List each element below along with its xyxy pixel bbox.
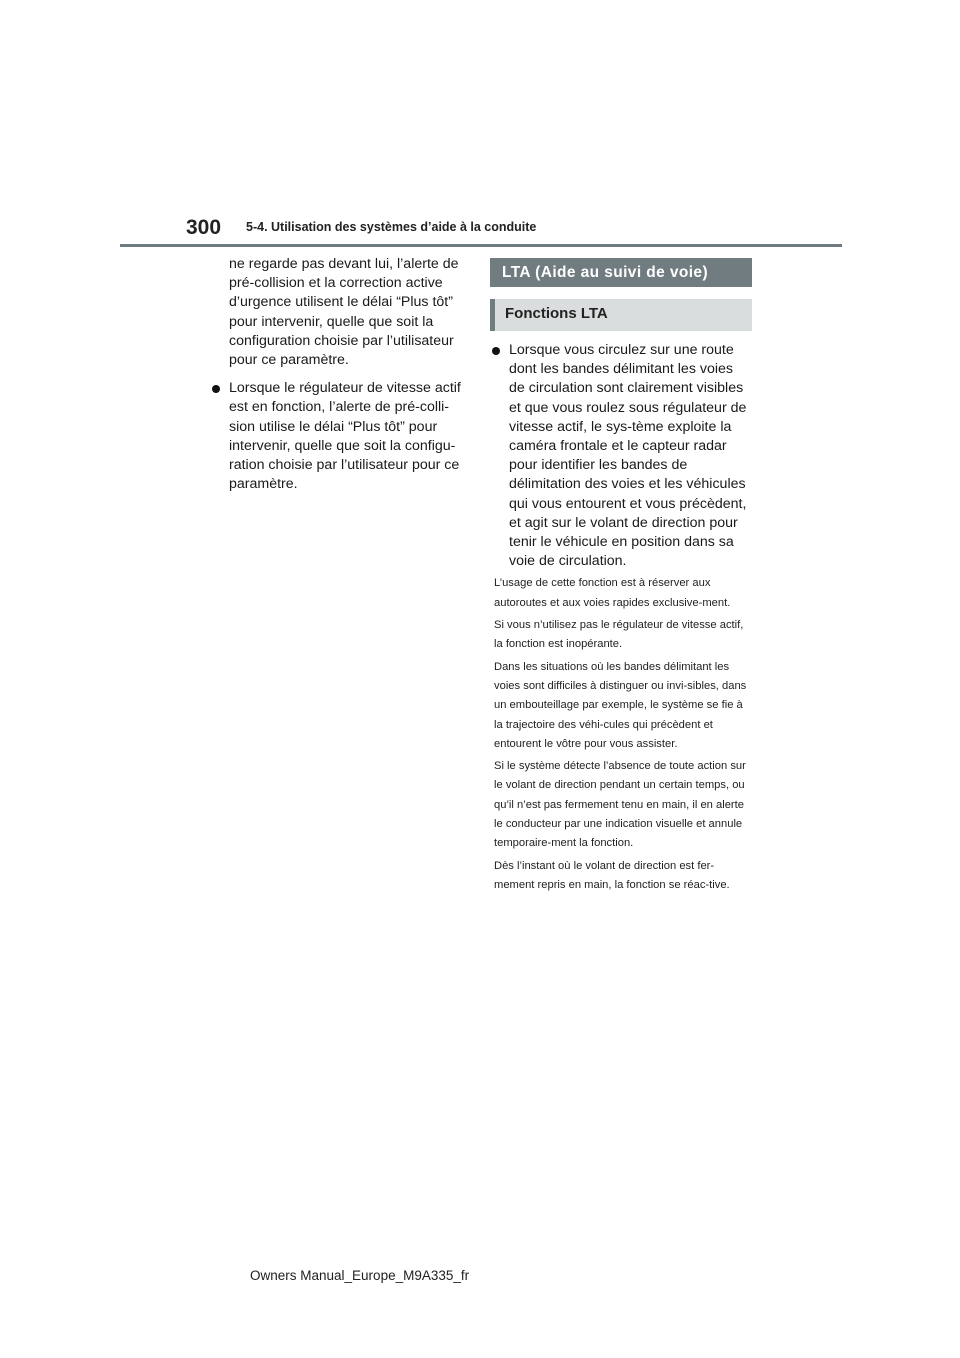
lta-functions-subheading: Fonctions LTA xyxy=(490,299,752,331)
bullet-item-acc-delay xyxy=(210,379,468,494)
note-paragraph-lane-lines: Dans les situations où les bandes délimitant les voies sont difficiles à distinguer ou invi-sibles, dans un embouteillage par exemple, le système se fie à la trajectoire des véhi-cules qui précèdent et entourent le vôtre pour vous assister. xyxy=(494,660,747,750)
right-column xyxy=(490,258,752,895)
header-divider xyxy=(120,244,842,247)
note-paragraph-reactivation: Dès l’instant où le volant de direction est fer-mement repris en main, la fonction se réac-tive. xyxy=(494,859,730,891)
note-paragraph-motorways: L’usage de cette fonction est à réserver aux autoroutes et aux voies rapides exclusive-ment. xyxy=(494,577,731,609)
bullet-dot-icon xyxy=(492,347,500,355)
footer-document-id: Owners Manual_Europe_M9A335_fr xyxy=(250,1268,470,1283)
bullet-item-lta-function xyxy=(490,341,752,571)
continued-paragraph: ne regarde pas devant lui, l’alerte de pré-collision et la correction active d’urgence utilisent le délai “Plus tôt” pour intervenir, quelle que soit la configuration choisie par l’utilisateur pour ce paramètre. xyxy=(229,256,459,369)
page-number: 300 xyxy=(186,216,222,239)
lta-section-heading: LTA (Aide au suivi de voie) xyxy=(490,258,752,287)
bullet-dot-icon xyxy=(212,385,220,393)
bullet-text: Lorsque le régulateur de vitesse actif est en fonction, l’alerte de pré-colli-sion utilise le délai “Plus tôt” pour intervenir, quelle que soit la configu-ration choisie par l’utilisateur pour ce paramètre. xyxy=(229,380,461,493)
left-column xyxy=(210,255,468,494)
note-paragraph-hands-off: Si le système détecte l’absence de toute action sur le volant de direction pendant un certain temps, ou qu’il n’est pas fermement tenu en main, il en alerte le conducteur par une indication visuelle et annule temporaire-ment la fonction. xyxy=(494,760,746,850)
section-title: 5-4. Utilisation des systèmes d’aide à la conduite xyxy=(246,220,537,234)
bullet-text: Lorsque vous circulez sur une route dont les bandes délimitant les voies de circulation sont clairement visibles et que vous roulez sous régulateur de vitesse actif, le sys-tème exploite la caméra frontale et le capteur radar pour identifier les bandes de délimitation des voies et les véhicules qui vous entourent et vous précèdent, et agit sur le volant de direction pour tenir le véhicule en position dans sa voie de circulation. xyxy=(509,342,747,570)
note-paragraph-acc-required: Si vous n’utilisez pas le régulateur de vitesse actif, la fonction est inopérante. xyxy=(494,619,744,651)
